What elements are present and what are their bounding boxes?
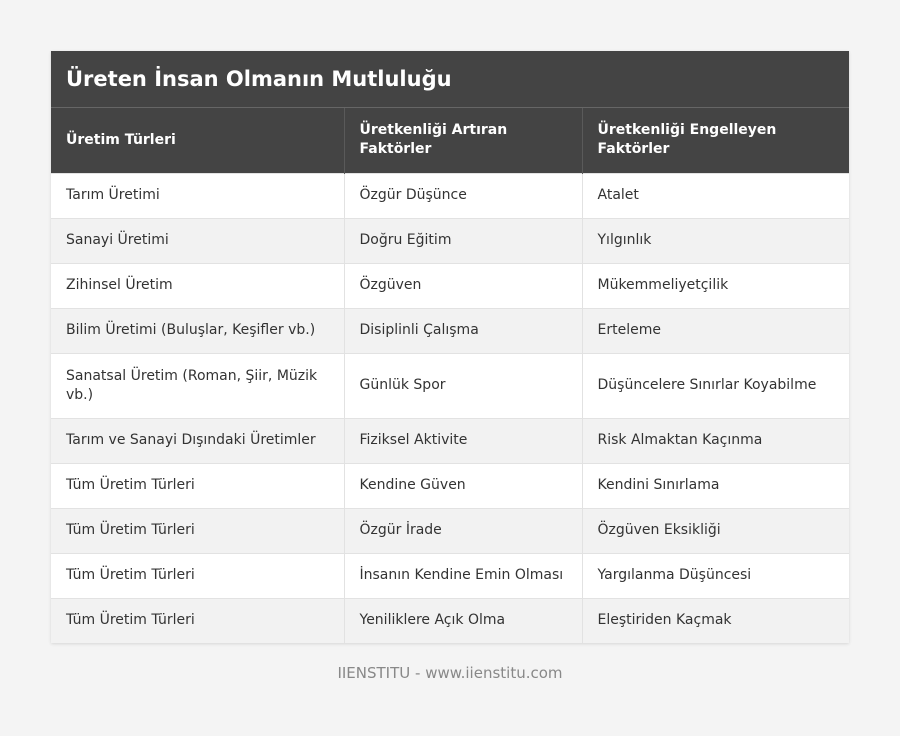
- cell-artiran-faktor: Günlük Spor: [344, 353, 582, 418]
- cell-artiran-faktor: Özgür İrade: [344, 508, 582, 553]
- table-title: Üreten İnsan Olmanın Mutluluğu: [51, 51, 849, 108]
- table-row: [51, 553, 849, 598]
- cell-artiran-faktor: Fiziksel Aktivite: [344, 418, 582, 463]
- data-table: [51, 108, 849, 643]
- cell-engelleyen-faktor: Eleştiriden Kaçmak: [582, 598, 849, 643]
- column-header-engelleyen-faktorler: Üretkenliği Engelleyen Faktörler: [582, 108, 849, 173]
- cell-uretim-turu: Sanatsal Üretim (Roman, Şiir, Müzik vb.): [51, 353, 344, 418]
- table-row: [51, 418, 849, 463]
- table-row: [51, 353, 849, 418]
- table-body: [51, 173, 849, 643]
- table-header: [51, 108, 849, 173]
- cell-artiran-faktor: Disiplinli Çalışma: [344, 308, 582, 353]
- cell-uretim-turu: Zihinsel Üretim: [51, 263, 344, 308]
- cell-artiran-faktor: Kendine Güven: [344, 463, 582, 508]
- cell-engelleyen-faktor: Erteleme: [582, 308, 849, 353]
- table-row: [51, 598, 849, 643]
- table-row: [51, 173, 849, 218]
- table-row: [51, 463, 849, 508]
- cell-engelleyen-faktor: Mükemmeliyetçilik: [582, 263, 849, 308]
- table-row: [51, 263, 849, 308]
- cell-artiran-faktor: Özgür Düşünce: [344, 173, 582, 218]
- cell-uretim-turu: Sanayi Üretimi: [51, 218, 344, 263]
- table-row: [51, 218, 849, 263]
- cell-uretim-turu: Tüm Üretim Türleri: [51, 508, 344, 553]
- cell-artiran-faktor: Özgüven: [344, 263, 582, 308]
- table-row: [51, 508, 849, 553]
- header-row: [51, 108, 849, 173]
- cell-uretim-turu: Tarım Üretimi: [51, 173, 344, 218]
- cell-uretim-turu: Tarım ve Sanayi Dışındaki Üretimler: [51, 418, 344, 463]
- footer-credit: IIENSTITU - www.iienstitu.com: [337, 664, 563, 682]
- column-header-artiran-faktorler: Üretkenliği Artıran Faktörler: [344, 108, 582, 173]
- cell-uretim-turu: Bilim Üretimi (Buluşlar, Keşifler vb.): [51, 308, 344, 353]
- cell-engelleyen-faktor: Yılgınlık: [582, 218, 849, 263]
- table-row: [51, 308, 849, 353]
- cell-engelleyen-faktor: Risk Almaktan Kaçınma: [582, 418, 849, 463]
- cell-engelleyen-faktor: Kendini Sınırlama: [582, 463, 849, 508]
- cell-engelleyen-faktor: Özgüven Eksikliği: [582, 508, 849, 553]
- cell-artiran-faktor: Doğru Eğitim: [344, 218, 582, 263]
- table-card: [51, 51, 849, 643]
- cell-artiran-faktor: İnsanın Kendine Emin Olması: [344, 553, 582, 598]
- cell-uretim-turu: Tüm Üretim Türleri: [51, 598, 344, 643]
- cell-engelleyen-faktor: Yargılanma Düşüncesi: [582, 553, 849, 598]
- cell-uretim-turu: Tüm Üretim Türleri: [51, 463, 344, 508]
- cell-engelleyen-faktor: Düşüncelere Sınırlar Koyabilme: [582, 353, 849, 418]
- cell-engelleyen-faktor: Atalet: [582, 173, 849, 218]
- column-header-uretim-turleri: Üretim Türleri: [51, 108, 344, 173]
- cell-uretim-turu: Tüm Üretim Türleri: [51, 553, 344, 598]
- cell-artiran-faktor: Yeniliklere Açık Olma: [344, 598, 582, 643]
